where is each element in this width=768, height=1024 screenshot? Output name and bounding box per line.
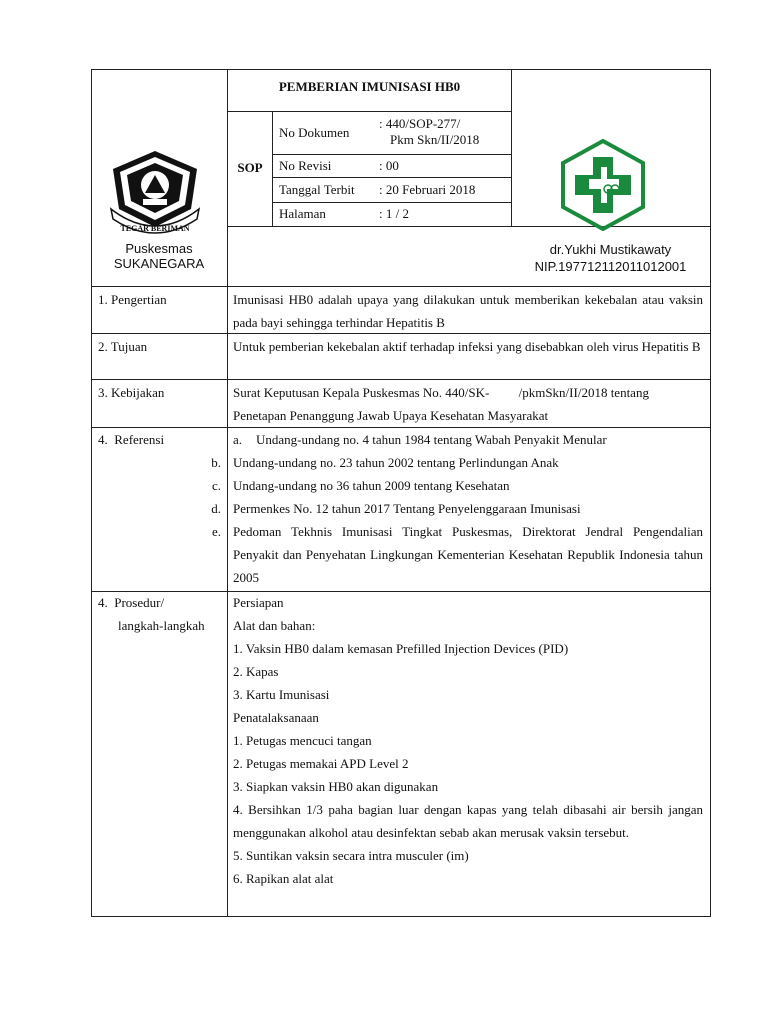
field-label-no-dokumen: No Dokumen [279,125,350,140]
ref-item: Permenkes No. 12 tahun 2017 Tentang Penyelenggaraan Imunisasi [233,501,581,516]
prosedur-line: 1. Petugas mencuci tangan [233,733,372,748]
row-label-tujuan: 2. Tujuan [98,339,148,354]
row-text-tujuan: Untuk pemberian kekebalan aktif terhadap infeksi yang disebabkan oleh virus Hepatitis B [233,339,701,354]
prosedur-line: 2. Petugas memakai APD Level 2 [233,756,409,771]
org-name-line2: SUKANEGARA [113,256,205,271]
row-label-prosedur-1: 4. Prosedur/ [98,595,165,610]
org-name-line1: Puskesmas [125,241,193,256]
signer-nip: NIP.197712112011012001 [534,259,687,274]
puskesmas-logo-icon [557,139,649,231]
row-text-pengertian: Imunisasi HB0 adalah upaya yang dilakukan untuk memberikan kekebalan atau vaksin pada bayi sehingga terhindar Hepatitis B [233,292,703,330]
row-label-prosedur-2: langkah-langkah [118,618,205,633]
title-divider [227,111,512,112]
field-divider [272,202,512,203]
prosedur-list [233,591,705,890]
row-text-kebijakan-1: Surat Keputusan Kepala Puskesmas No. 440/SK- /pkmSkn/II/2018 tentang [233,385,649,400]
prosedur-line: Alat dan bahan: [233,618,316,633]
field-label-tanggal-terbit: Tanggal Terbit [279,182,355,197]
ref-item: Undang-undang no 36 tahun 2009 tentang Kesehatan [233,478,510,493]
prosedur-line: 1. Vaksin HB0 dalam kemasan Prefilled Injection Devices (PID) [233,641,569,656]
signer-name: dr.Yukhi Mustikawaty [549,242,672,257]
prosedur-line: 2. Kapas [233,664,279,679]
regency-emblem-icon [105,147,205,235]
ref-item: Undang-undang no. 23 tahun 2002 tentang Perlindungan Anak [233,455,559,470]
ref-marker: d. [211,501,221,516]
column-divider [227,69,228,917]
field-value-halaman: : 1 / 2 [379,206,409,221]
ref-marker: e. [211,524,221,539]
row-label-kebijakan: 3. Kebijakan [98,385,165,400]
field-value-tanggal-terbit: : 20 Februari 2018 [379,182,476,197]
prosedur-line: 3. Siapkan vaksin HB0 akan digunakan [233,779,439,794]
sop-document [91,69,711,917]
row-label-pengertian: 1. Pengertian [98,292,167,307]
row-text-kebijakan-2: Penetapan Penanggung Jawab Upaya Kesehatan Masyarakat [233,408,549,423]
row-label-referensi: 4. Referensi [98,432,165,447]
sop-label: SOP [237,160,263,175]
prosedur-step-4: 4. Bersihkan 1/3 paha bagian luar dengan kapas yang telah dibasahi air bersih jangan menggunakan alkohol atau desinfektan sebab akan merusak vaksin tersebut. [233,802,703,840]
field-value-no-dokumen-2: Pkm Skn/II/2018 [390,132,480,147]
document-title: PEMBERIAN IMUNISASI HB0 [278,79,461,94]
row-divider [91,286,711,287]
prosedur-step-6: 6. Rapikan alat alat [233,871,334,886]
prosedur-line: Persiapan [233,595,284,610]
field-value-no-revisi: : 00 [379,158,399,173]
ref-item: Pedoman Tekhnis Imunisasi Tingkat Puskesmas, Direktorat Jendral Pengendalian Penyakit dan Penyehatan Lingkungan Kementerian Kesehatan Republik Indonesia tahun 2005 [233,524,703,585]
ref-item: Undang-undang no. 4 tahun 1984 tentang Wabah Penyakit Menular [256,432,607,447]
field-divider [272,154,512,155]
field-label-no-revisi: No Revisi [279,158,332,173]
ref-marker: a. [233,432,243,447]
field-value-no-dokumen: : 440/SOP-277/ [379,116,461,131]
emblem-motto: TEGAR BERIMAN [120,224,190,233]
prosedur-step-5: 5. Suntikan vaksin secara intra musculer (im) [233,848,469,863]
ref-marker: b. [211,455,221,470]
field-label-halaman: Halaman [279,206,326,221]
field-divider [272,177,512,178]
sop-divider [272,111,273,226]
signer-block [512,241,709,275]
row-divider [91,379,711,380]
ref-marker: c. [211,478,221,493]
prosedur-line: 3. Kartu Imunisasi [233,687,330,702]
prosedur-line: Penatalaksanaan [233,710,319,725]
org-name [91,241,227,271]
